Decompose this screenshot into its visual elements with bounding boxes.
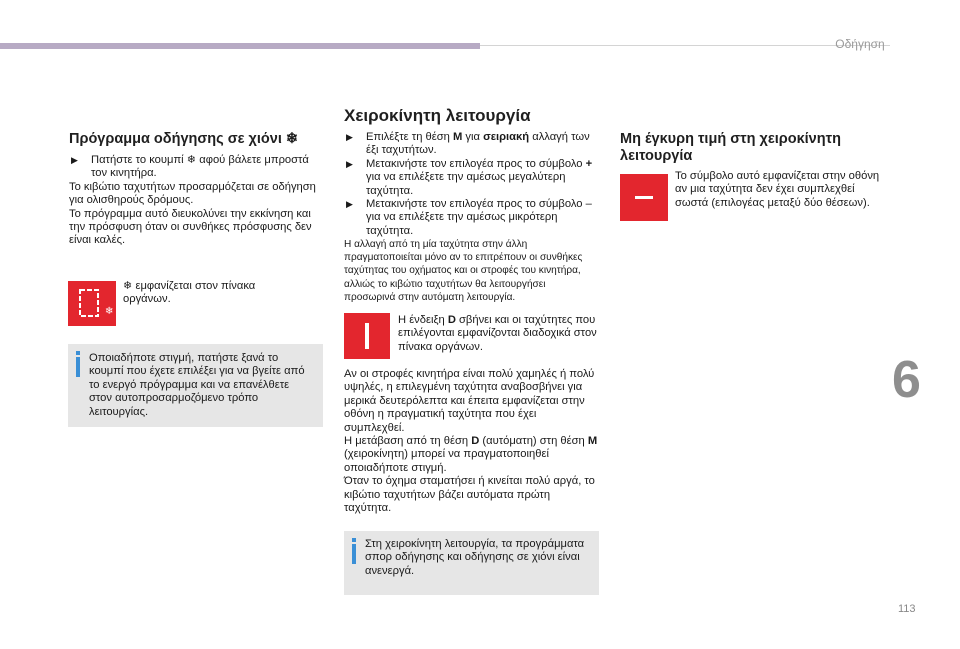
invalid-value-title: Μη έγκυρη τιμή στη χειροκίνητη λειτουργία — [620, 131, 841, 164]
paragraph: Το πρόγραμμα αυτό διευκολύνει την εκκίνηση και την πρόσφυση όταν οι συνθήκες πρόσφυσης δεν είναι καλές. — [69, 207, 312, 247]
manual-mode-body-2 — [344, 368, 599, 515]
list-item: ▶ Πατήστε το κουμπί ❄ αφού βάλετε μπροστά τον κινητήρα. — [71, 154, 309, 180]
bullet-marker-icon: ▶ — [346, 199, 353, 210]
small-paragraph: Η αλλαγή από τη μία ταχύτητα στην άλλη πραγματοποιείται μόνο αν το επιτρέπουν οι συνθήκες ταχύτητας του οχήματος και οι στροφές του κινητήρα, αλλιώς το κιβώτιο ταχυτήτων θα λειτουργήσει προσωρινά στην αυτόματη λειτουργία. — [344, 239, 583, 303]
snow-dial-image — [68, 281, 116, 326]
manual-info-note: Στη χειροκίνητη λειτουργία, τα προγράμματα σπορ οδήγησης και οδήγησης σε χιόνι είναι ανενεργά. — [344, 531, 599, 595]
gear-display-icon — [68, 281, 116, 326]
info-icon — [76, 351, 80, 377]
manual-dial-image — [344, 313, 390, 359]
chapter-number: 6 — [892, 351, 921, 409]
paragraph: Το κιβώτιο ταχυτήτων προσαρμόζεται σε οδήγηση για ολισθηρούς δρόμους. — [69, 180, 316, 207]
list-item: ▶ Μετακινήστε τον επιλογέα προς το σύμβολο – για να επιλέξετε την αμέσως μικρότερη ταχύτητα. — [346, 198, 592, 237]
top-accent-bar — [0, 43, 480, 49]
snow-info-note: Οποιαδήποτε στιγμή, πατήστε ξανά το κουμπί που έχετε επιλέξει για να βγείτε από το ενεργό πρόγραμμα και να επανέλθετε στον αυτοπροσαρμοζόμενο τρόπο λειτουργίας. — [68, 344, 323, 427]
paragraph: Όταν το όχημα σταματήσει ή κινείται πολύ αργά, το κιβώτιο ταχυτήτων βάζει αυτόματα πρώτη ταχύτητα. — [344, 475, 595, 515]
info-icon — [352, 538, 356, 564]
paragraph: Η μετάβαση από τη θέση D (αυτόματη) στη θέση M (χειροκίνητη) μπορεί να πραγματοποιηθεί οποιαδήποτε στιγμή. — [344, 435, 598, 474]
bullet-marker-icon: ▶ — [71, 155, 78, 165]
page-number: 113 — [898, 603, 916, 615]
manual-dial-caption: Η ένδειξη D σβήνει και οι ταχύτητες που επιλέγονται εμφανίζονται διαδοχικά στον πίνακα οργάνων. — [398, 314, 597, 353]
section-title: Οδήγηση — [835, 37, 885, 51]
snow-program-title: Πρόγραμμα οδήγησης σε χιόνι ❄ — [69, 131, 299, 147]
svg-text:❄: ❄ — [105, 306, 114, 317]
list-item: ▶ Μετακινήστε τον επιλογέα προς το σύμβολο + για να επιλέξετε την αμέσως μεγαλύτερη ταχύτητα. — [346, 157, 593, 197]
bullet-marker-icon: ▶ — [346, 158, 353, 169]
bullet-marker-icon: ▶ — [346, 132, 353, 142]
gear-display-icon — [344, 313, 390, 359]
invalid-dial-caption: Το σύμβολο αυτό εμφανίζεται στην οθόνη αν μια ταχύτητα δεν έχει συμπλεχθεί σωστά (επιλογέας μεταξύ δύο θέσεων). — [675, 170, 880, 209]
snow-program-body — [69, 154, 319, 248]
dash-display-icon — [620, 174, 668, 221]
manual-mode-body — [344, 131, 599, 304]
invalid-dial-image — [620, 174, 668, 221]
list-item: ▶ Επιλέξτε τη θέση M για σειριακή αλλαγή των έξι ταχυτήτων. — [346, 131, 590, 157]
manual-mode-title: Χειροκίνητη λειτουργία — [344, 106, 531, 125]
snow-dial-caption: ❄ εμφανίζεται στον πίνακα οργάνων. — [123, 280, 256, 306]
paragraph: Αν οι στροφές κινητήρα είναι πολύ χαμηλές ή πολύ υψηλές, η επιλεγμένη ταχύτητα αναβοσβήνει για μερικά δευτερόλεπτα και έπειτα εμφανίζεται στην οθόνη η πραγματική ταχύτητα που έχει συμπλεχθεί. — [344, 368, 595, 434]
